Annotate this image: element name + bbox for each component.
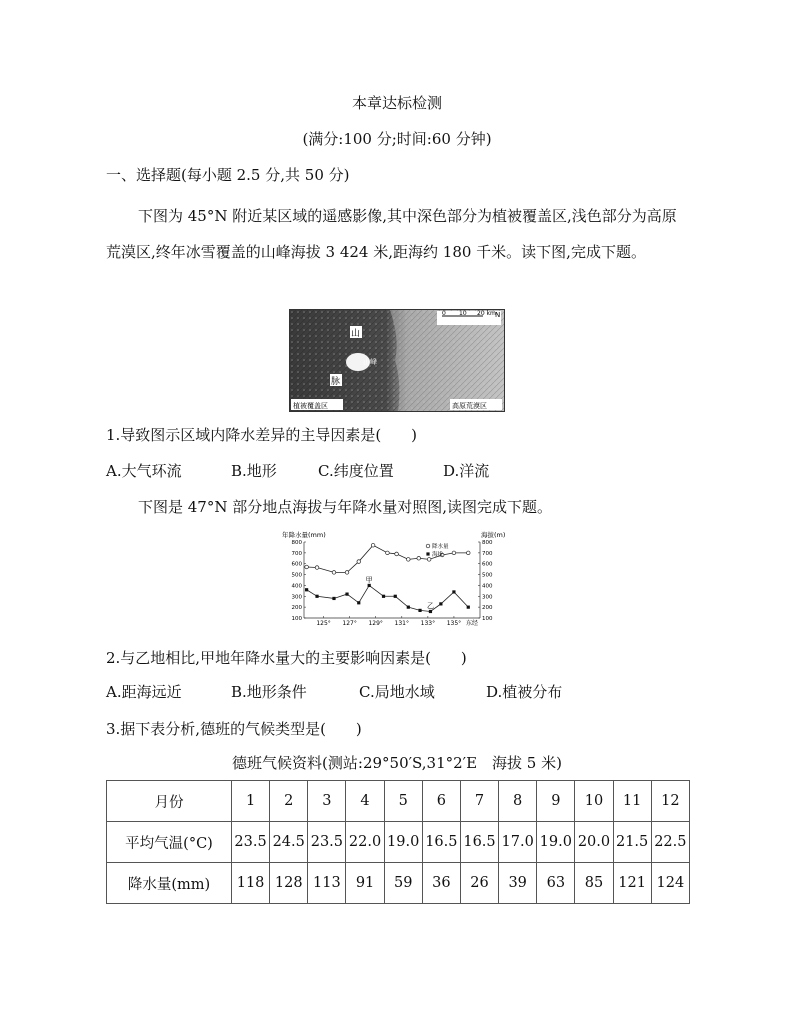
- north-arrow-label: N: [495, 311, 501, 319]
- precipitation-point: [345, 571, 349, 575]
- point-label-jia: 甲: [365, 576, 373, 585]
- month-cell: 5: [384, 781, 422, 822]
- satellite-image: [290, 310, 504, 411]
- point-label-yi: 乙: [426, 602, 434, 611]
- month-cell: 9: [537, 781, 575, 822]
- temperature-cell: 17.0: [499, 822, 537, 863]
- elevation-point: [315, 595, 318, 598]
- precipitation-cell: 113: [308, 863, 346, 904]
- left-axis-label: 年降水量(mm): [282, 531, 326, 539]
- y-tick-label-right: 600: [482, 561, 493, 568]
- x-tick-label: 133°: [420, 620, 436, 626]
- y-tick-label-left: 500: [291, 572, 302, 579]
- y-tick-label-right: 500: [482, 572, 493, 579]
- elevation-point: [418, 609, 421, 612]
- elevation-point: [305, 588, 308, 591]
- q2-option-b[interactable]: B.地形条件: [231, 683, 307, 701]
- table-row: [107, 822, 690, 863]
- label-desert-zone: 高原荒漠区: [452, 402, 487, 410]
- row-label-temperature: 平均气温(°C): [107, 822, 232, 863]
- legend-elevation-label: 海拔: [432, 552, 444, 558]
- table-header-label: 月份: [107, 781, 232, 822]
- label-peak: 山峰: [363, 358, 377, 366]
- precipitation-point: [427, 558, 431, 562]
- precipitation-cell: 85: [575, 863, 613, 904]
- scale-label-20: 20 km: [477, 310, 496, 317]
- month-cell: 6: [422, 781, 460, 822]
- x-tick-label: 125°: [316, 620, 331, 626]
- temperature-cell: 22.5: [651, 822, 689, 863]
- precipitation-cell: 128: [270, 863, 308, 904]
- y-tick-label-right: 100: [482, 616, 493, 622]
- month-cell: 10: [575, 781, 613, 822]
- intro-paragraph-2: 下图是 47°N 部分地点海拔与年降水量对照图,读图完成下题。: [138, 498, 553, 516]
- temperature-cell: 19.0: [384, 822, 422, 863]
- satellite-figure: [289, 309, 505, 412]
- y-tick-label-left: 800: [291, 540, 302, 546]
- climate-table: [106, 780, 690, 904]
- precipitation-cell: 63: [537, 863, 575, 904]
- scale-label-10: 10: [459, 310, 467, 317]
- q2-option-c[interactable]: C.局地水域: [359, 683, 435, 701]
- y-tick-label-right: 200: [482, 605, 493, 612]
- month-cell: 3: [308, 781, 346, 822]
- month-cell: 4: [346, 781, 384, 822]
- precipitation-cell: 91: [346, 863, 384, 904]
- precipitation-point: [452, 551, 456, 555]
- precipitation-point: [406, 558, 410, 562]
- temperature-cell: 24.5: [270, 822, 308, 863]
- month-cell: 2: [270, 781, 308, 822]
- y-tick-label-left: 200: [291, 605, 302, 612]
- precipitation-cell: 36: [422, 863, 460, 904]
- x-tick-label: 131°: [394, 620, 410, 626]
- table-caption: 德班气候资料(测站:29°50′S,31°2′E 海拔 5 米): [232, 754, 562, 772]
- q1-option-d[interactable]: D.洋流: [443, 462, 490, 480]
- elevation-point: [382, 595, 385, 598]
- precipitation-cell: 118: [232, 863, 270, 904]
- series-line-elevation: [307, 585, 469, 611]
- month-cell: 12: [651, 781, 689, 822]
- q2-option-d[interactable]: D.植被分布: [486, 683, 563, 701]
- temperature-cell: 16.5: [422, 822, 460, 863]
- label-mai: 脉: [331, 377, 341, 387]
- label-vegetation-zone: 植被覆盖区: [293, 402, 328, 410]
- temperature-cell: 21.5: [613, 822, 651, 863]
- legend-precipitation-marker: [426, 544, 430, 548]
- legend-precipitation-label: 降水量: [432, 544, 449, 550]
- x-tick-label: 129°: [368, 620, 383, 626]
- question-3-stem: 3.据下表分析,德班的气候类型是( ): [106, 720, 362, 738]
- elevation-point: [368, 584, 371, 587]
- elevation-point: [357, 601, 360, 604]
- precipitation-point: [466, 551, 470, 555]
- precipitation-point: [417, 556, 421, 560]
- precipitation-cell: 59: [384, 863, 422, 904]
- elevation-point: [407, 606, 410, 609]
- q2-option-a[interactable]: A.距海远近: [106, 683, 182, 701]
- precipitation-cell: 26: [460, 863, 498, 904]
- month-cell: 11: [613, 781, 651, 822]
- precipitation-elevation-chart: [282, 530, 514, 626]
- x-tick-label: 135°: [446, 620, 462, 626]
- elevation-point: [467, 606, 470, 609]
- table-header-row: [107, 781, 690, 822]
- elevation-point: [429, 610, 432, 613]
- y-tick-label-left: 400: [291, 583, 302, 590]
- question-1-stem: 1.导致图示区域内降水差异的主导因素是( ): [106, 426, 418, 444]
- elevation-point: [345, 593, 348, 596]
- row-label-precipitation: 降水量(mm): [107, 863, 232, 904]
- temperature-cell: 16.5: [460, 822, 498, 863]
- precipitation-point: [357, 560, 361, 564]
- elevation-point: [452, 590, 455, 593]
- page-title: 本章达标检测: [351, 94, 442, 112]
- y-tick-label-left: 100: [291, 616, 302, 622]
- y-tick-label-right: 700: [482, 550, 493, 557]
- temperature-cell: 22.0: [346, 822, 384, 863]
- intro-paragraph-1: 下图为 45°N 附近某区域的遥感影像,其中深色部分为植被覆盖区,浅色部分为高原荒漠区,终年冰雪覆盖的山峰海拔 3 424 米,距海约 180 千米。读下图,完成下题。: [106, 207, 677, 261]
- precipitation-cell: 124: [651, 863, 689, 904]
- table-row: [107, 863, 690, 904]
- x-axis-title: 东经: [465, 620, 478, 626]
- right-axis-label: 海拔(m): [481, 531, 506, 539]
- temperature-cell: 23.5: [308, 822, 346, 863]
- chart-svg: [282, 530, 514, 626]
- y-tick-label-right: 400: [482, 583, 493, 590]
- q1-option-c[interactable]: C.纬度位置: [318, 462, 394, 480]
- q1-option-b[interactable]: B.地形: [231, 462, 277, 480]
- precipitation-point: [315, 566, 319, 570]
- elevation-point: [394, 595, 397, 598]
- page-subtitle: (满分:100 分;时间:60 分钟): [302, 130, 492, 148]
- precipitation-cell: 39: [499, 863, 537, 904]
- elevation-point: [439, 602, 442, 605]
- temperature-cell: 19.0: [537, 822, 575, 863]
- month-cell: 7: [460, 781, 498, 822]
- month-cell: 8: [499, 781, 537, 822]
- y-tick-label-left: 300: [291, 594, 302, 601]
- q1-option-a[interactable]: A.大气环流: [106, 462, 182, 480]
- temperature-cell: 23.5: [232, 822, 270, 863]
- elevation-point: [332, 597, 335, 600]
- precipitation-point: [386, 551, 390, 555]
- precipitation-cell: 121: [613, 863, 651, 904]
- section-heading: 一、选择题(每小题 2.5 分,共 50 分): [106, 166, 350, 184]
- question-2-stem: 2.与乙地相比,甲地年降水量大的主要影响因素是( ): [106, 649, 467, 667]
- precipitation-point: [305, 565, 309, 569]
- x-tick-label: 127°: [342, 620, 357, 626]
- label-shan: 山: [351, 329, 361, 339]
- precipitation-point: [332, 571, 336, 575]
- month-cell: 1: [232, 781, 270, 822]
- y-tick-label-right: 800: [482, 540, 493, 546]
- precipitation-point: [395, 552, 399, 556]
- legend-elevation-marker: [426, 552, 429, 555]
- y-tick-label-right: 300: [482, 594, 493, 601]
- y-tick-label-left: 700: [291, 550, 302, 557]
- scale-label-0: 0: [442, 310, 446, 317]
- y-tick-label-left: 600: [291, 561, 302, 568]
- temperature-cell: 20.0: [575, 822, 613, 863]
- precipitation-point: [371, 543, 375, 547]
